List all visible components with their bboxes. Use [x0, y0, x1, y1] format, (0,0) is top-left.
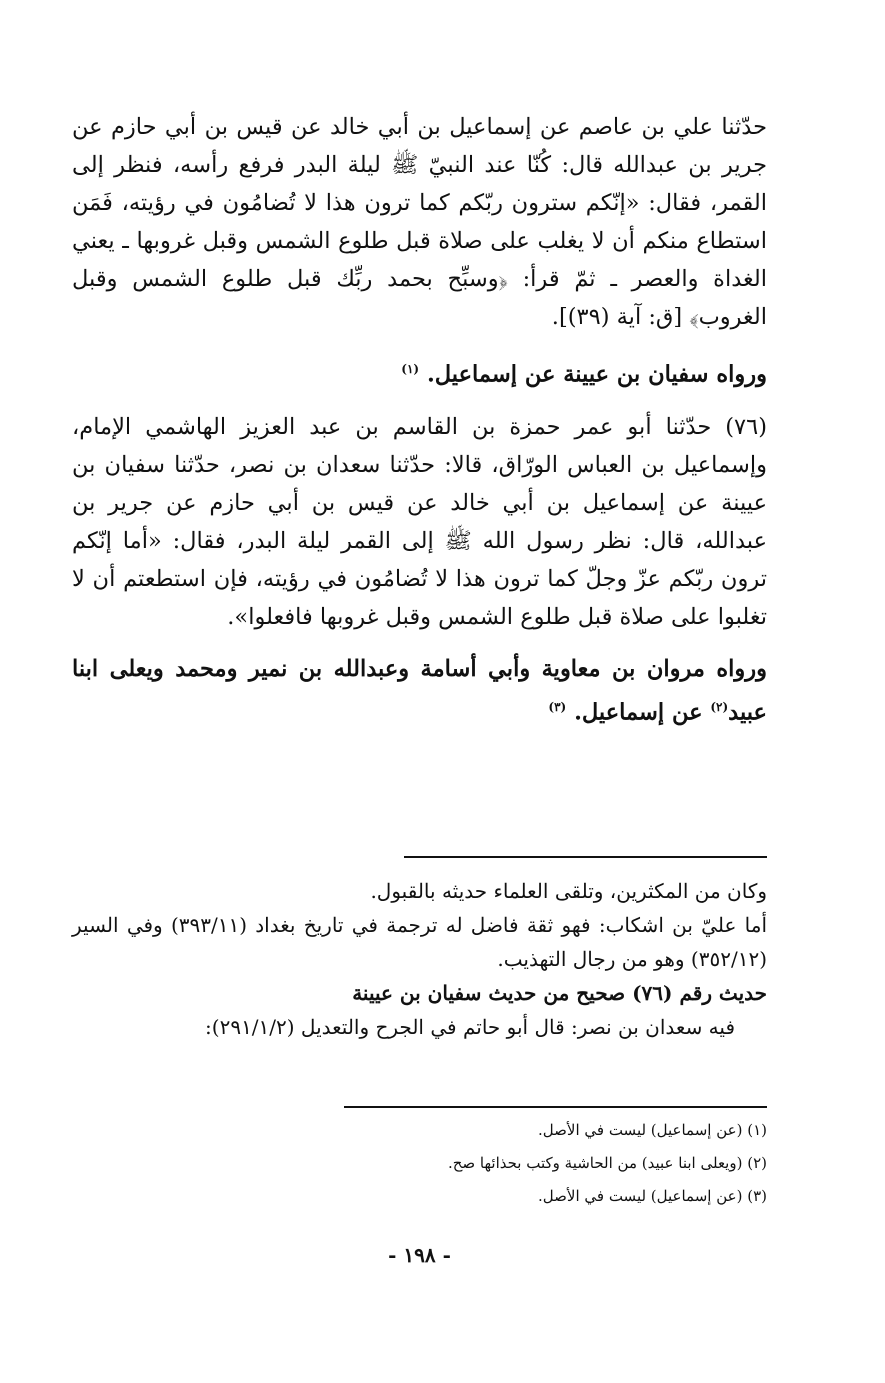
commentary-line-2: أما عليّ بن اشكاب: فهو ثقة فاضل له ترجمة في تاريخ بغداد (٣٩٣/١١) وفي السير (٣٥٢/١٢) وهو من رجال التهذيب.: [72, 913, 768, 971]
page-number: - ١٩٨ -: [388, 1243, 451, 1267]
narration-note-2-text-a: ورواه مروان بن معاوية وأبي أسامة وعبدالله بن نمير ومحمد ويعلى ابنا عبيد: [72, 655, 767, 725]
footnote-divider: [344, 1106, 767, 1108]
footnote-3: (٣) (عن إسماعيل) ليست في الأصل.: [538, 1187, 767, 1205]
spacer: [72, 336, 767, 350]
book-page: [72, 108, 768, 1267]
hadith-paragraph-1: حدّثنا علي بن عاصم عن إسماعيل بن أبي خالد عن قيس بن أبي حازم عن جرير بن عبدالله قال: كُنّا عند النبيّ ﷺ ليلة البدر فرفع رأسه، فنظر إلى القمر، فقال: «إنّكم سترون ربّكم كما ترون هذا لا تُضامُون في رؤيته، فَمَن استطاع منكم أن لا يغلب على صلاة قبل طلوع الشمس وقبل غروبها ـ يعني الغداة والعصر ـ ثمّ قرأ: ﴿وسبِّح بحمد ربِّك قبل طلوع الشمس وقبل الغروب﴾ [ق: آية (٣٩)].: [72, 114, 767, 330]
main-text: [72, 108, 767, 731]
commentary-heading: حديث رقم (٧٦) صحيح من حديث سفيان بن عيينة: [352, 981, 767, 1005]
footnote-ref-2: (٢): [710, 699, 729, 714]
narration-note-2-text-b: عن إسماعيل.: [574, 699, 711, 725]
footnote-ref-3: (٣): [548, 699, 567, 714]
commentary-divider: [404, 856, 767, 858]
commentary-section: [72, 874, 767, 1044]
footnote-ref-1: (١): [401, 362, 420, 376]
narration-note-1-text: ورواه سفيان بن عيينة عن إسماعيل.: [426, 361, 767, 388]
footnote-2: (٢) (ويعلى ابنا عبيد) من الحاشية وكتب بحذائها صح.: [447, 1154, 767, 1172]
narration-note-1: [72, 350, 767, 394]
footnote-1: (١) (عن إسماعيل) ليست في الأصل.: [538, 1121, 767, 1139]
commentary-line-1: وكان من المكثرين، وتلقى العلماء حديثه بالقبول.: [370, 879, 767, 903]
commentary-line-3: فيه سعدان بن نصر: قال أبو حاتم في الجرح والتعديل (٢٩١/١/٢):: [205, 1015, 735, 1039]
spacer: [72, 394, 767, 408]
hadith-paragraph-76: (٧٦) حدّثنا أبو عمر حمزة بن القاسم بن عبد العزيز الهاشمي الإمام، وإسماعيل بن العباس الورّاق، قالا: حدّثنا سعدان بن نصر، حدّثنا سفيان بن عيينة عن إسماعيل بن أبي خالد عن قيس بن أبي حازم عن جرير بن عبدالله، قال: نظر رسول الله ﷺ إلى القمر ليلة البدر، فقال: «أما إنّكم ترون ربّكم عزّ وجلّ كما ترون هذا لا تُضامُون في رؤيته، فإن استطعتم أن لا تغلبوا على صلاة قبل طلوع الشمس وقبل غروبها فافعلوا».: [72, 413, 767, 630]
footnotes: [72, 1114, 767, 1213]
spacer: [72, 636, 767, 650]
narration-note-2: [72, 650, 767, 732]
